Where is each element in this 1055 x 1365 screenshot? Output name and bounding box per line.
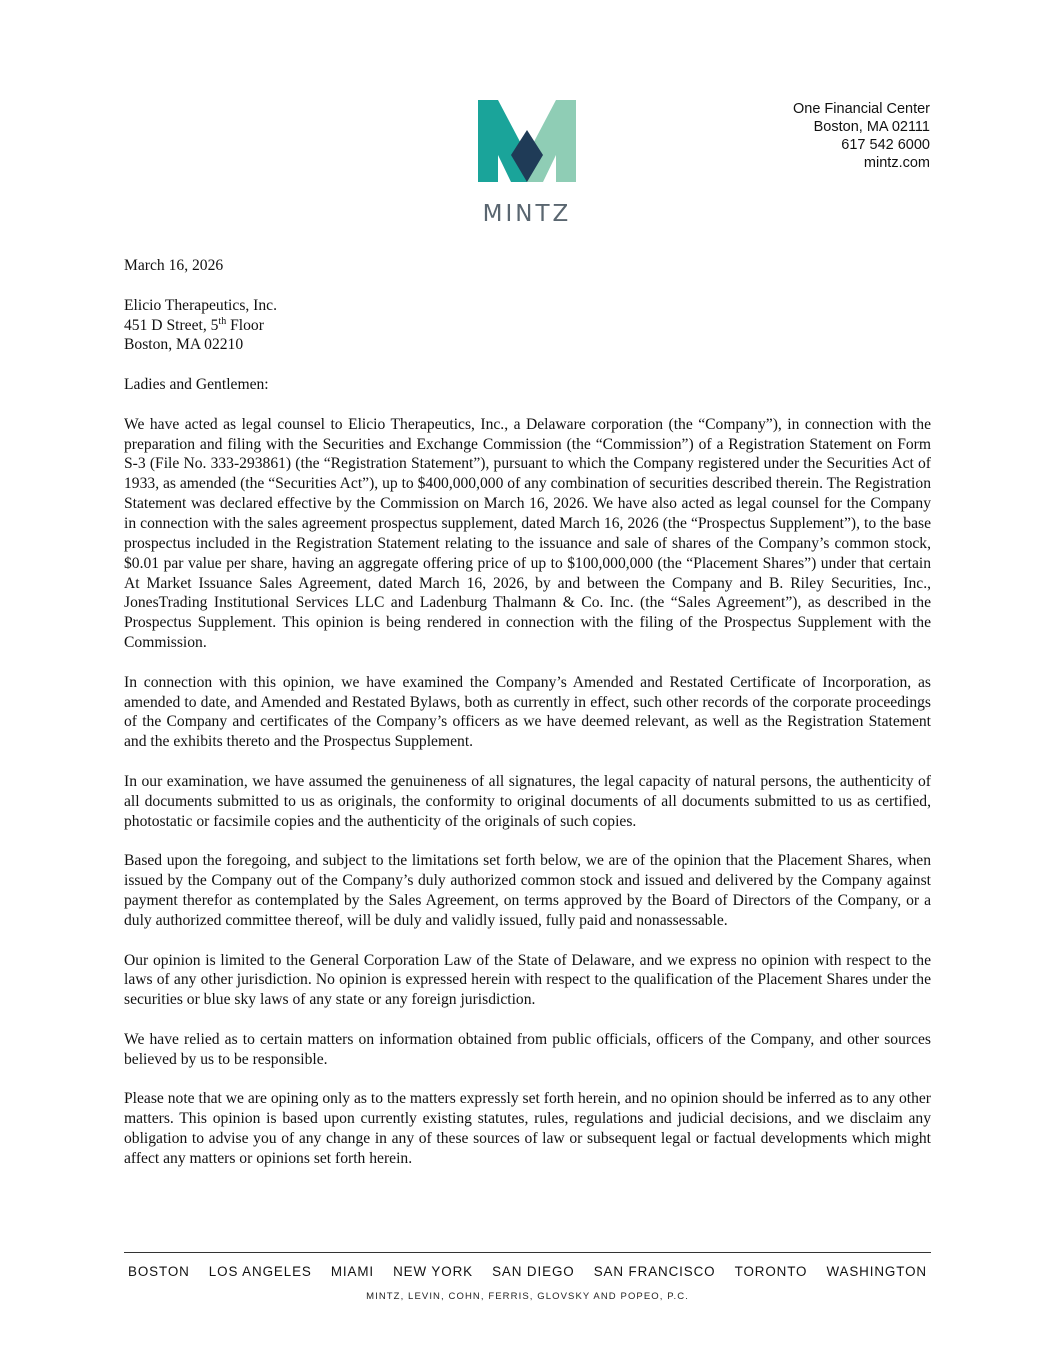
paragraph: Based upon the foregoing, and subject to the limitations set forth below, we are of the opinion that the Placement Shares, when issued by the Company out of the Company’s duly authorized common stock and issued and delivered by the Company against payment therefor as contemplated by the Sales Agreement, on terms approved by the Board of Directors of the Company, or a duly authorized committee thereof, will be duly and validly issued, fully paid and nonassessable. — [124, 852, 931, 929]
address-line: Boston, MA 02111 — [813, 119, 930, 135]
office-location: SAN DIEGO — [492, 1264, 575, 1279]
firm-logo — [478, 100, 578, 227]
office-location: SAN FRANCISCO — [593, 1264, 716, 1279]
recipient-street-prefix: 451 D Street, 5 — [124, 316, 219, 334]
logo-wordmark: MINTZ — [482, 201, 572, 227]
office-location: NEW YORK — [393, 1264, 473, 1279]
footer-divider — [124, 1252, 931, 1253]
letter-body — [124, 256, 931, 1189]
logo-left-stroke — [478, 100, 527, 182]
paragraph: In our examination, we have assumed the genuineness of all signatures, the legal capacity of natural persons, the authenticity of all documents submitted to us as originals, the conformity to original documents of all documents submitted to us as certified, photostatic or facsimile copies and the authenticity of the originals of such copies. — [124, 772, 931, 830]
paragraph: Please note that we are opining only as to the matters expressly set forth herein, and no opinion should be inferred as to any other matters. This opinion is based upon currently existing statutes, rules, regulations and judicial decisions, and we disclaim any obligation to advise you of any change in any of these sources of law or subsequent legal or factual developments which might affect any matters or opinions set forth herein. — [124, 1090, 931, 1167]
letter-date: March 16, 2026 — [124, 257, 224, 274]
recipient-street-suffix: Floor — [226, 316, 264, 334]
address-line: One Financial Center — [792, 101, 930, 117]
mintz-m-logo-icon — [478, 100, 576, 182]
website-link[interactable]: mintz.com — [863, 155, 930, 171]
office-location: WASHINGTON — [826, 1264, 927, 1279]
office-location: TORONTO — [734, 1264, 808, 1279]
paragraph: Our opinion is limited to the General Corporation Law of the State of Delaware, and we express no opinion with respect to the laws of any other jurisdiction. No opinion is expressed herein with respect to the qualification of the Placement Shares under the securities or blue sky laws of any state or any foreign jurisdiction. — [124, 951, 931, 1009]
logo-right-stroke — [527, 100, 576, 182]
paragraph: In connection with this opinion, we have examined the Company’s Amended and Restated Certificate of Incorporation, as amended to date, and Amended and Restated Bylaws, both as currently in effect, such other records of the corporate proceedings of the Company and certificates of the Company’s officers as we have deemed relevant, as well as the Registration Statement and the exhibits thereto and the Prospectus Supplement. — [124, 673, 931, 751]
office-location: LOS ANGELES — [208, 1264, 312, 1279]
office-location: BOSTON — [128, 1264, 190, 1279]
recipient-street-sup: th — [218, 315, 227, 327]
salutation: Ladies and Gentlemen: — [124, 376, 269, 394]
office-locations — [124, 1264, 931, 1279]
paragraph: We have acted as legal counsel to Elicio Therapeutics, Inc., a Delaware corporation (the “Company”), in connection with the preparation and filing with the Securities and Exchange Commission (the “Commission”) of a Registration Statement on Form S-3 (File No. 333-293861) (the “Registration Statement”), pursuant to which the Company registered under the Securities Act of 1933, as amended (the “Securities Act”), up to $400,000,000 of any combination of securities described therein. The Registration Statement was declared effective by the Commission on March 16, 2026. We have also acted as legal counsel for the Company in connection with the sales agreement prospectus supplement, dated March 16, 2026 (the “Prospectus Supplement”), to the base prospectus included in the Registration Statement relating to the issuance and sale of shares of the Company’s common stock, $0.01 par value per share, having an aggregate offering price of up to $100,000,000 (the “Placement Shares”) under that certain At Market Issuance Sales Agreement, dated March 16, 2026, by and between the Company and B. Riley Securities, Inc., JonesTrading Institutional Services LLC and Ladenburg Thalmann & Co. Inc. (the “Sales Agreement”), as described in the Prospectus Supplement. This opinion is being rendered in connection with the filing of the Prospectus Supplement with the Commission. — [124, 415, 931, 652]
office-location: MIAMI — [330, 1264, 375, 1279]
address-line: 617 542 6000 — [841, 137, 930, 153]
paragraph: We have relied as to certain matters on information obtained from public officials, officers of the Company, and other sources believed by us to be responsible. — [124, 1030, 931, 1068]
recipient-name: Elicio Therapeutics, Inc. — [124, 296, 277, 314]
firm-address — [793, 100, 930, 172]
recipient-city: Boston, MA 02210 — [124, 336, 244, 354]
firm-legal-name: MINTZ, LEVIN, COHN, FERRIS, GLOVSKY AND POPEO, P.C. — [366, 1291, 689, 1302]
recipient-address — [124, 296, 931, 356]
recipient-street — [124, 316, 931, 336]
